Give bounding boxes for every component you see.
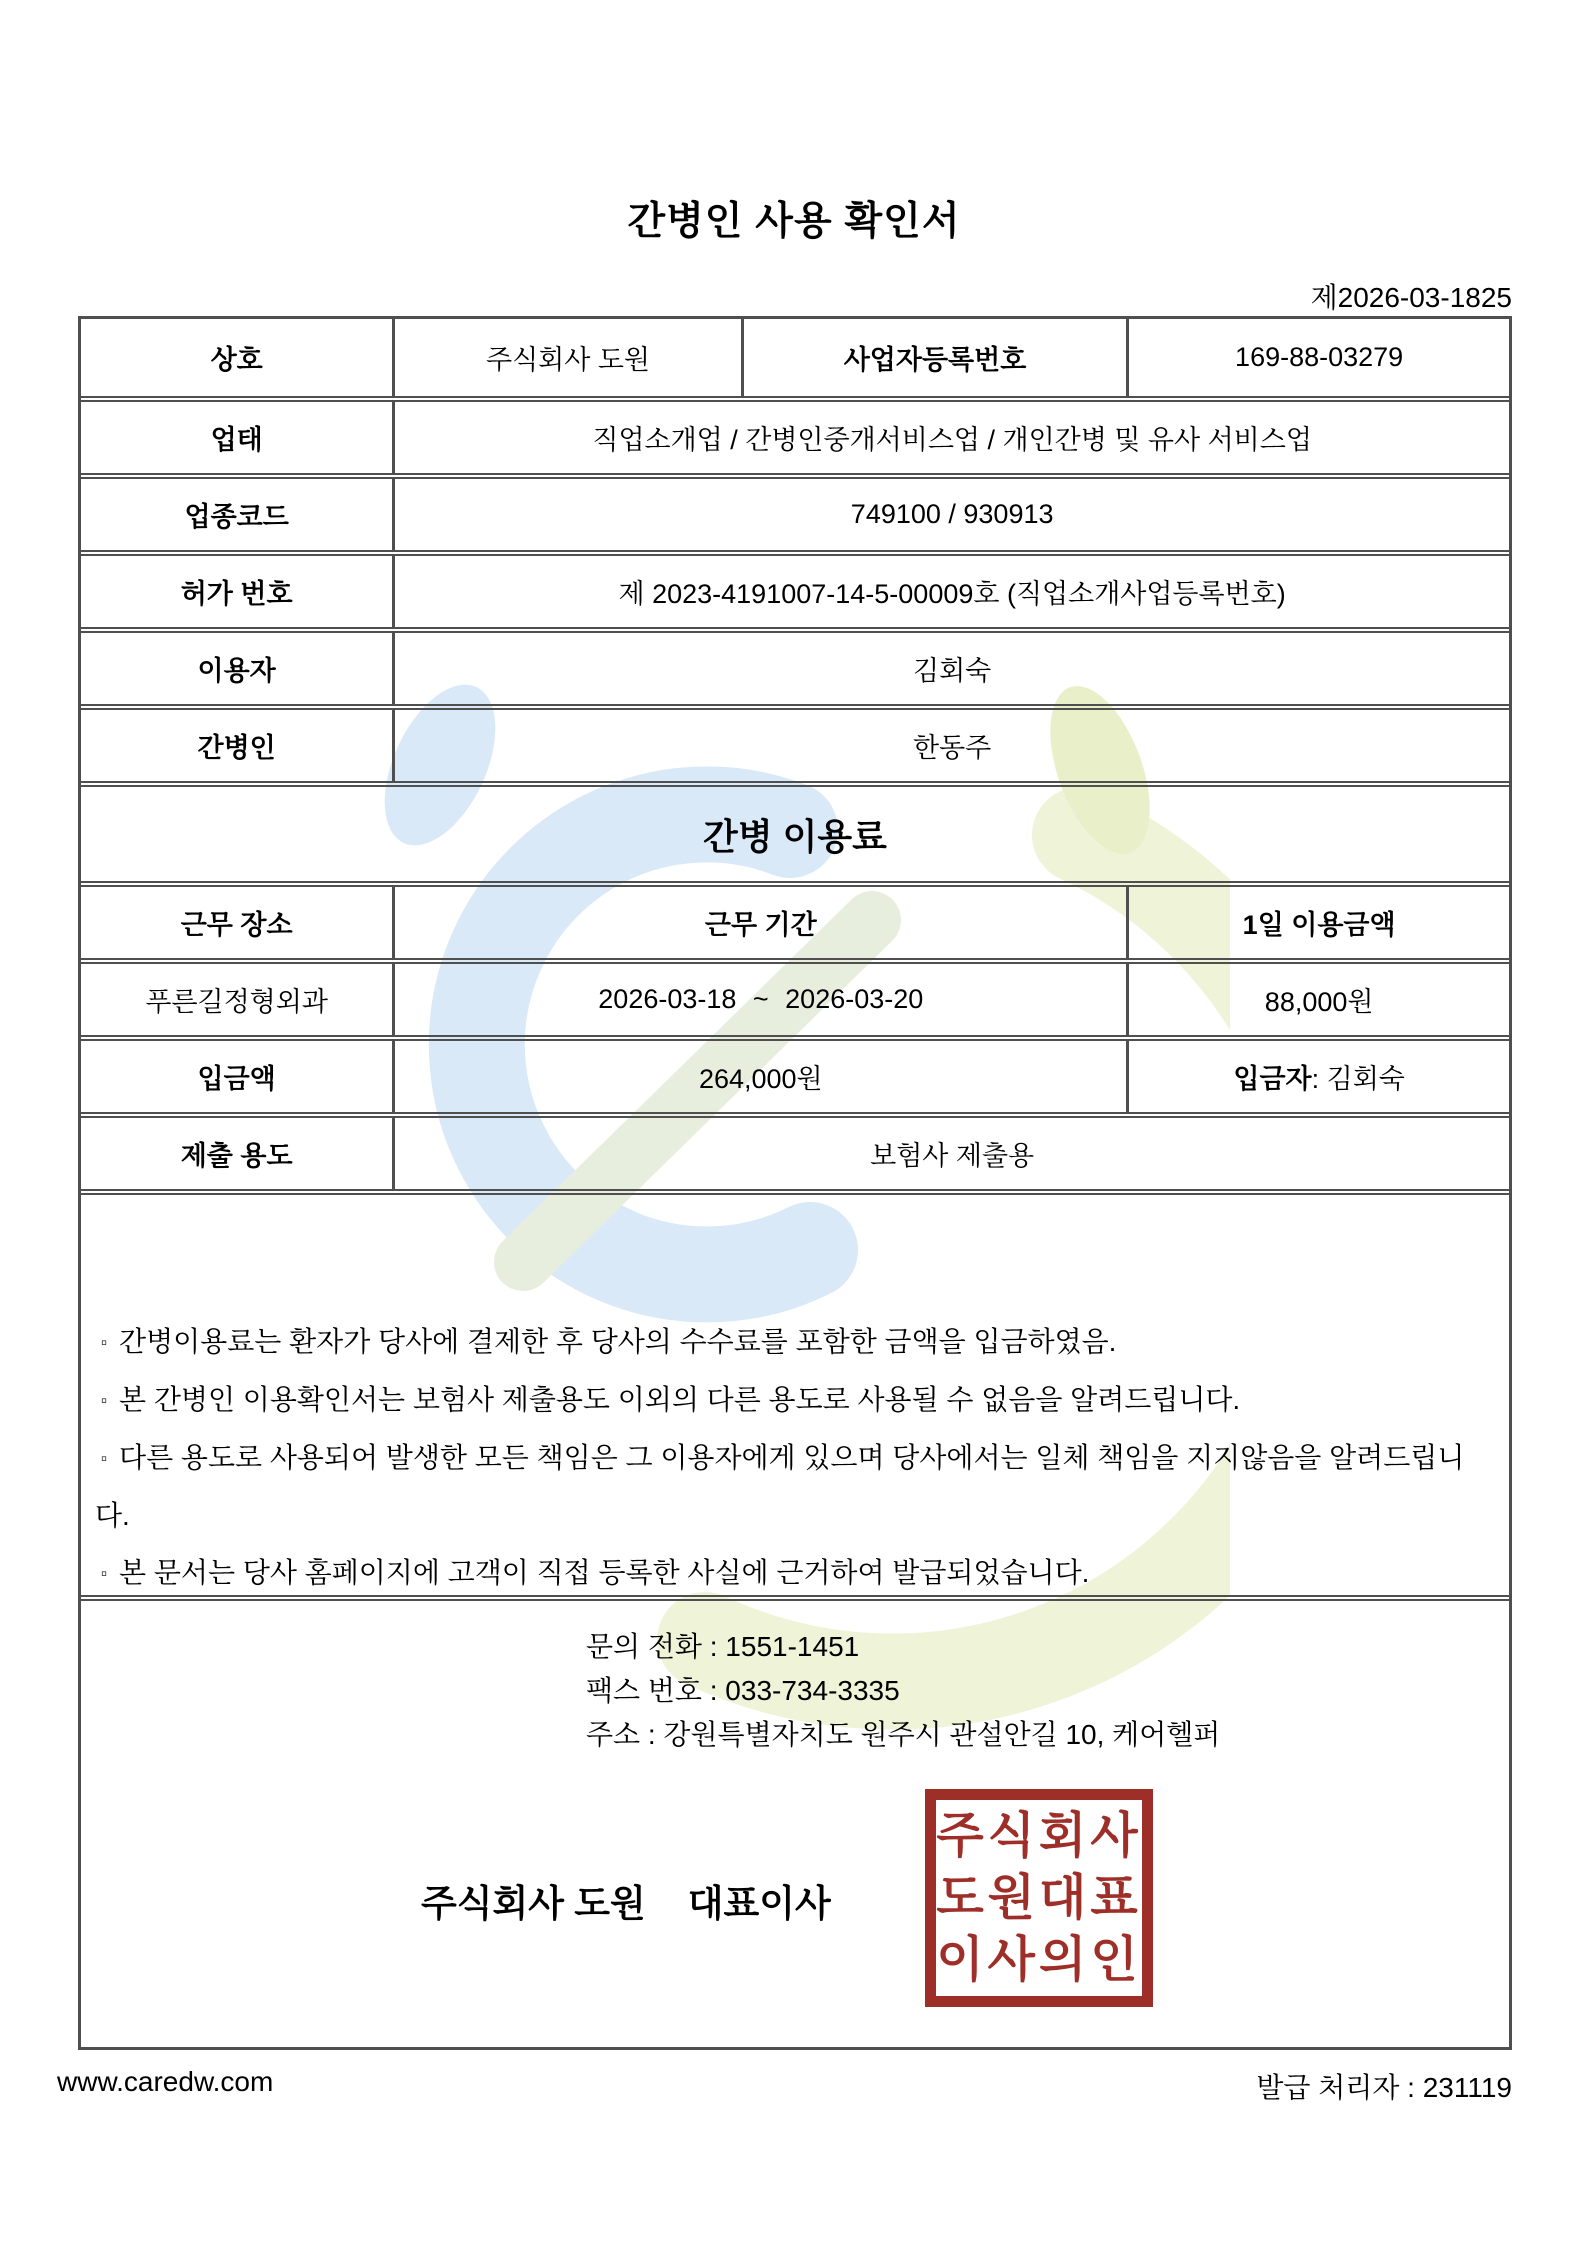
table-row-fee-values xyxy=(81,958,1509,1035)
work-period-value: 2026-03-18 ~ 2026-03-20 xyxy=(392,964,1126,1035)
table-row-fee-section-title xyxy=(81,781,1509,881)
table-row-user xyxy=(81,627,1509,704)
business-type-label: 업태 xyxy=(210,425,263,455)
deposit-amount-label: 입금액 xyxy=(197,1064,276,1094)
table-row-signature-block xyxy=(81,1595,1509,2047)
industry-code-label: 업종코드 xyxy=(184,502,289,532)
fee-section-title: 간병 이용료 xyxy=(703,815,887,857)
page-title: 간병인 사용 확인서 xyxy=(627,200,961,243)
work-place-header: 근무 장소 xyxy=(180,910,293,940)
company-value: 주식회사 도원 xyxy=(392,319,740,396)
permit-number-value: 제 2023-4191007-14-5-00009호 (직업소개사업등록번호) xyxy=(392,556,1509,627)
purpose-value: 보험사 제출용 xyxy=(392,1118,1509,1189)
daily-fee-header: 1일 이용금액 xyxy=(1126,887,1509,958)
table-row-caregiver xyxy=(81,704,1509,781)
note-item xyxy=(95,1313,1491,1371)
industry-code-value: 749100 / 930913 xyxy=(392,479,1509,550)
issuer-id: 발급 처리자 : 231119 xyxy=(1256,2072,1512,2103)
table-row-permit-number xyxy=(81,550,1509,627)
contact-info xyxy=(586,1625,1220,1757)
table-row-purpose xyxy=(81,1112,1509,1189)
website-url: www.caredw.com xyxy=(57,2066,274,2097)
note-item xyxy=(95,1371,1491,1429)
user-value: 김회숙 xyxy=(392,633,1509,704)
signature-company: 주식회사 도원 xyxy=(421,1883,646,1924)
signature-line xyxy=(421,1873,831,1927)
square-bullet-icon: ▫ xyxy=(101,1333,108,1352)
daily-fee-value: 88,000원 xyxy=(1126,964,1509,1035)
corporate-seal-stamp xyxy=(925,1789,1153,2007)
note-item xyxy=(95,1429,1491,1544)
user-label: 이용자 xyxy=(197,656,276,686)
contact-phone: 문의 전화 : 1551-1451 xyxy=(586,1631,860,1662)
contact-address: 주소 : 강원특별자치도 원주시 관설안길 10, 케어헬퍼 xyxy=(586,1719,1221,1750)
square-bullet-icon: ▫ xyxy=(101,1391,108,1410)
biz-reg-label: 사업자등록번호 xyxy=(741,319,1127,396)
table-row-deposit xyxy=(81,1035,1509,1112)
seal-line: 주식회사 xyxy=(936,1809,1142,1863)
table-row-company xyxy=(81,319,1509,396)
deposit-amount-value: 264,000원 xyxy=(392,1041,1126,1112)
certificate-table xyxy=(78,316,1512,2050)
note-text: 본 간병인 이용확인서는 보험사 제출용도 이외의 다른 용도로 사용될 수 없음을 알려드립니다. xyxy=(119,1384,1241,1415)
seal-line: 도원대표 xyxy=(936,1871,1142,1925)
contact-fax: 팩스 번호 : 033-734-3335 xyxy=(586,1675,900,1706)
company-label: 상호 xyxy=(210,345,263,375)
work-place-value: 푸른길정형외과 xyxy=(145,987,328,1017)
signature-role: 대표이사 xyxy=(687,1883,831,1924)
table-row-business-type xyxy=(81,396,1509,473)
page-footer xyxy=(57,2066,1512,2106)
square-bullet-icon: ▫ xyxy=(101,1449,108,1468)
biz-reg-value: 169-88-03279 xyxy=(1126,319,1509,396)
table-row-notes xyxy=(81,1189,1509,1595)
purpose-label: 제출 용도 xyxy=(180,1141,293,1171)
business-type-value: 직업소개업 / 간병인중개서비스업 / 개인간병 및 유사 서비스업 xyxy=(392,402,1509,473)
table-row-industry-code xyxy=(81,473,1509,550)
depositor-cell xyxy=(1126,1041,1509,1112)
depositor-value: : 김회숙 xyxy=(1311,1064,1405,1094)
seal-line: 이사의인 xyxy=(936,1933,1142,1987)
caregiver-label: 간병인 xyxy=(197,733,276,763)
note-text: 간병이용료는 환자가 당사에 결제한 후 당사의 수수료를 포함한 금액을 입금하였음. xyxy=(119,1326,1117,1357)
depositor-label: 입금자 xyxy=(1233,1064,1312,1094)
square-bullet-icon: ▫ xyxy=(101,1564,108,1583)
note-text: 본 문서는 당사 홈페이지에 고객이 직접 등록한 사실에 근거하여 발급되었습니다. xyxy=(119,1557,1090,1588)
note-item xyxy=(95,1544,1491,1602)
document-number: 제2026-03-1825 xyxy=(1310,282,1512,313)
note-text: 다른 용도로 사용되어 발생한 모든 책임은 그 이용자에게 있으며 당사에서는 일체 책임을 지지않음을 알려드립니다. xyxy=(95,1442,1465,1531)
work-period-header: 근무 기간 xyxy=(392,887,1126,958)
permit-number-label: 허가 번호 xyxy=(180,579,293,609)
table-row-fee-header xyxy=(81,881,1509,958)
caregiver-value: 한동주 xyxy=(392,710,1509,781)
